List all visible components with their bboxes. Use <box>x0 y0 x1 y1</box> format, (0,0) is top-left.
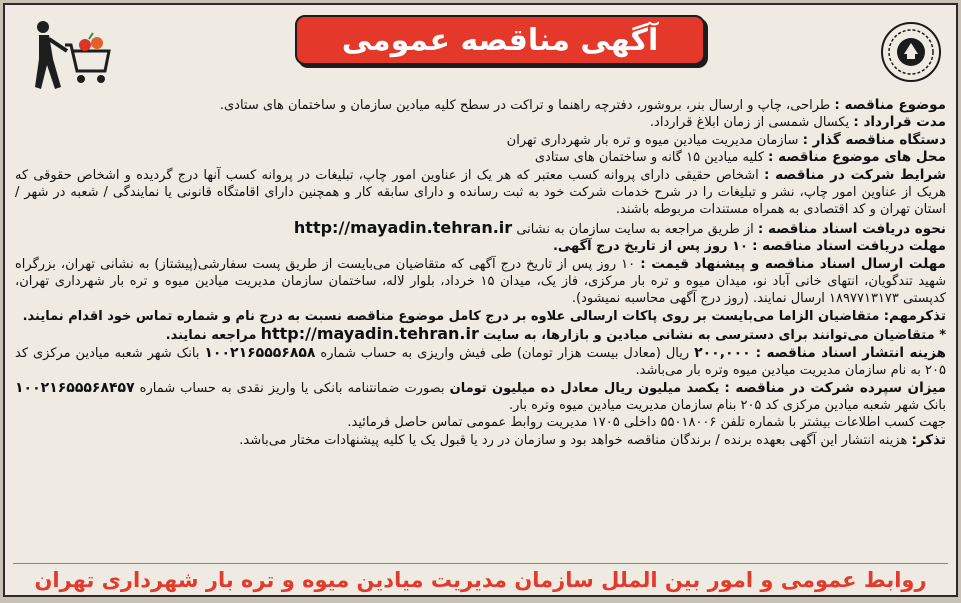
send-deadline-text: ۱۰ روز پس از تاریخ درج آگهی که متقاضیان می‌بایست از طریق پست سفارشی(پیشتاز) به نشانی تهران، بزرگراه شهید تندگویان، انتهای خانی آباد نو، میدان میوه و تره بار مرکزی، فاز یک، میدان ۱۵ خرداد، بلوار لاله، ساختمان سازمان مدیریت میادین میوه و تره بار شهرداری تهران، کدپستی ۱۸۹۷۷۱۳۱۷۳ ارسال نمایند. (روز درج آگهی محاسبه نمیشود). <box>15 256 946 307</box>
subject-line <box>15 97 946 114</box>
note2-url-link[interactable]: http://mayadin.tehran.ir <box>260 324 479 344</box>
tender-notice <box>3 3 958 597</box>
deposit-text-a: بصورت ضمانتنامه بانکی یا واریز نقدی به حساب شماره <box>139 380 445 396</box>
conditions-text: اشخاص حقیقی دارای پروانه کسب معتبر که هر یک از عناوین امور چاپ، تبلیغات در پروانه کسب آنها درج گردیده و اشخاص حقوقی که هریک از عناوین امور چاپ، نشر و تبلیغات را در شرح خدمات شرکت خود به ثبت رسانده و دارای سابقه کار و همچنین دارای اقامتگاه قانونی یا نمایندگی / شعبه در شهر / استان تهران و کد اقتصادی به همراه مستندات مربوطه باشند. <box>15 167 946 218</box>
deposit-label: میزان سپرده شرکت در مناقصه : <box>724 379 946 396</box>
deposit-text-b: بانک شهر شعبه میادین مرکزی کد ۲۰۵ بنام سازمان مدیریت میادین میوه وتره بار. <box>508 397 946 413</box>
page-title: آگهی مناقصه عمومی <box>341 22 659 58</box>
note-text: متقاضیان الزاما می‌بایست بر روی پاکات ارسالی علاوه بر درج کامل موضوع مناقصه نسبت به درج نام و شماره تماس خود اقدام نمایند. <box>22 308 880 324</box>
receive-label: نحوه دریافت اسناد مناقصه : <box>757 220 946 237</box>
duration-label: مدت قرارداد : <box>853 114 946 131</box>
footer-divider <box>13 563 948 564</box>
notice-body <box>15 97 946 449</box>
duration-text: یکسال شمسی از زمان ابلاغ قرارداد. <box>649 115 850 131</box>
fee-account: ۱۰۰۲۱۶۵۵۵۶۸۵۸ <box>204 344 316 361</box>
municipality-seal-icon <box>880 21 942 83</box>
fee-amount: ۲۰۰,۰۰۰ <box>694 344 751 361</box>
duration-line <box>15 114 946 131</box>
subject-text: طراحی، چاپ و ارسال بنر، بروشور، دفترچه راهنما و تراکت در سطح کلیه میادین سازمان و ساختمان های ستادی. <box>219 98 831 113</box>
note-label: تذکرمهم: <box>883 307 946 324</box>
deposit-account: ۱۰۰۲۱۶۵۵۵۶۸۴۵۷ <box>15 379 135 396</box>
receive-line <box>15 219 946 238</box>
receive-text: از طریق مراجعه به سایت سازمان به نشانی <box>516 221 754 237</box>
location-text: کلیه میادین ۱۵ گانه و ساختمان های ستادی <box>534 150 764 166</box>
header <box>5 5 956 103</box>
fee-label: هزینه انتشار اسناد مناقصه : <box>755 344 947 361</box>
receive-deadline-line <box>15 238 946 255</box>
contact-line <box>15 414 946 431</box>
receive-deadline-label: مهلت دریافت اسناد مناقصه : <box>752 238 946 255</box>
receive-url-link[interactable]: http://mayadin.tehran.ir <box>293 217 513 237</box>
note2-tail: مراجعه نمایند. <box>165 328 257 344</box>
note2-text: متقاضیان می‌توانند برای دسترسی به نشانی میادین و بازارها، به سایت <box>483 328 935 344</box>
fee-text-a: ریال (معادل بیست هزار تومان) طی فیش واریزی به حساب شماره <box>320 345 690 361</box>
note-line <box>15 308 946 325</box>
send-deadline-line <box>15 256 946 308</box>
reminder-label: تذکر: <box>911 431 946 448</box>
deposit-bold: یکصد میلیون ریال معادل ده میلیون تومان <box>449 380 720 396</box>
note2-line: * متقاضیان می‌توانند برای دسترسی به نشانی میادین و بازارها، به سایت http://mayadin.tehran.ir مراجعه نمایند. <box>165 324 946 344</box>
reminder-line <box>15 432 946 449</box>
location-line <box>15 149 946 166</box>
send-deadline-label: مهلت ارسال اسناد مناقصه و پیشنهاد قیمت : <box>640 255 946 272</box>
org-text: سازمان مدیریت میادین میوه و تره بار شهرداری تهران <box>506 132 799 148</box>
conditions-line <box>15 167 946 219</box>
shopping-cart-person-icon <box>23 17 113 93</box>
reminder-text: هزینه انتشار این آگهی بعهده برنده / برندگان مناقصه خواهد بود و سازمان در رد یا قبول یک یا کلیه پیشنهادات مختار می‌باشد. <box>239 432 908 448</box>
fee-text-b: بانک شهر شعبه میادین مرکزی کد ۲۰۵ به نام سازمان مدیریت میادین میوه وتره بار می‌باشد. <box>15 345 946 379</box>
conditions-label: شرایط شرکت در مناقصه : <box>763 166 946 183</box>
contact-text: جهت کسب اطلاعات بیشتر با شماره تلفن ۵۵۰۱۸۰۰۶ داخلی ۱۷۰۵ مدیریت روابط عمومی تماس حاصل فرمائید. <box>347 415 946 431</box>
receive-deadline-text: ۱۰ روز پس از تاریخ درج آگهی. <box>552 239 748 255</box>
org-line <box>15 132 946 149</box>
footer-signature: روابط عمومی و امور بین الملل سازمان مدیریت میادین میوه و تره بار شهرداری تهران <box>34 568 927 592</box>
fee-line <box>15 345 946 380</box>
subject-label: موضوع مناقصه : <box>834 97 946 113</box>
location-label: محل های موضوع مناقصه : <box>768 149 946 166</box>
deposit-line <box>15 380 946 415</box>
org-label: دستگاه مناقصه گذار : <box>802 131 946 148</box>
title-banner <box>295 15 705 65</box>
